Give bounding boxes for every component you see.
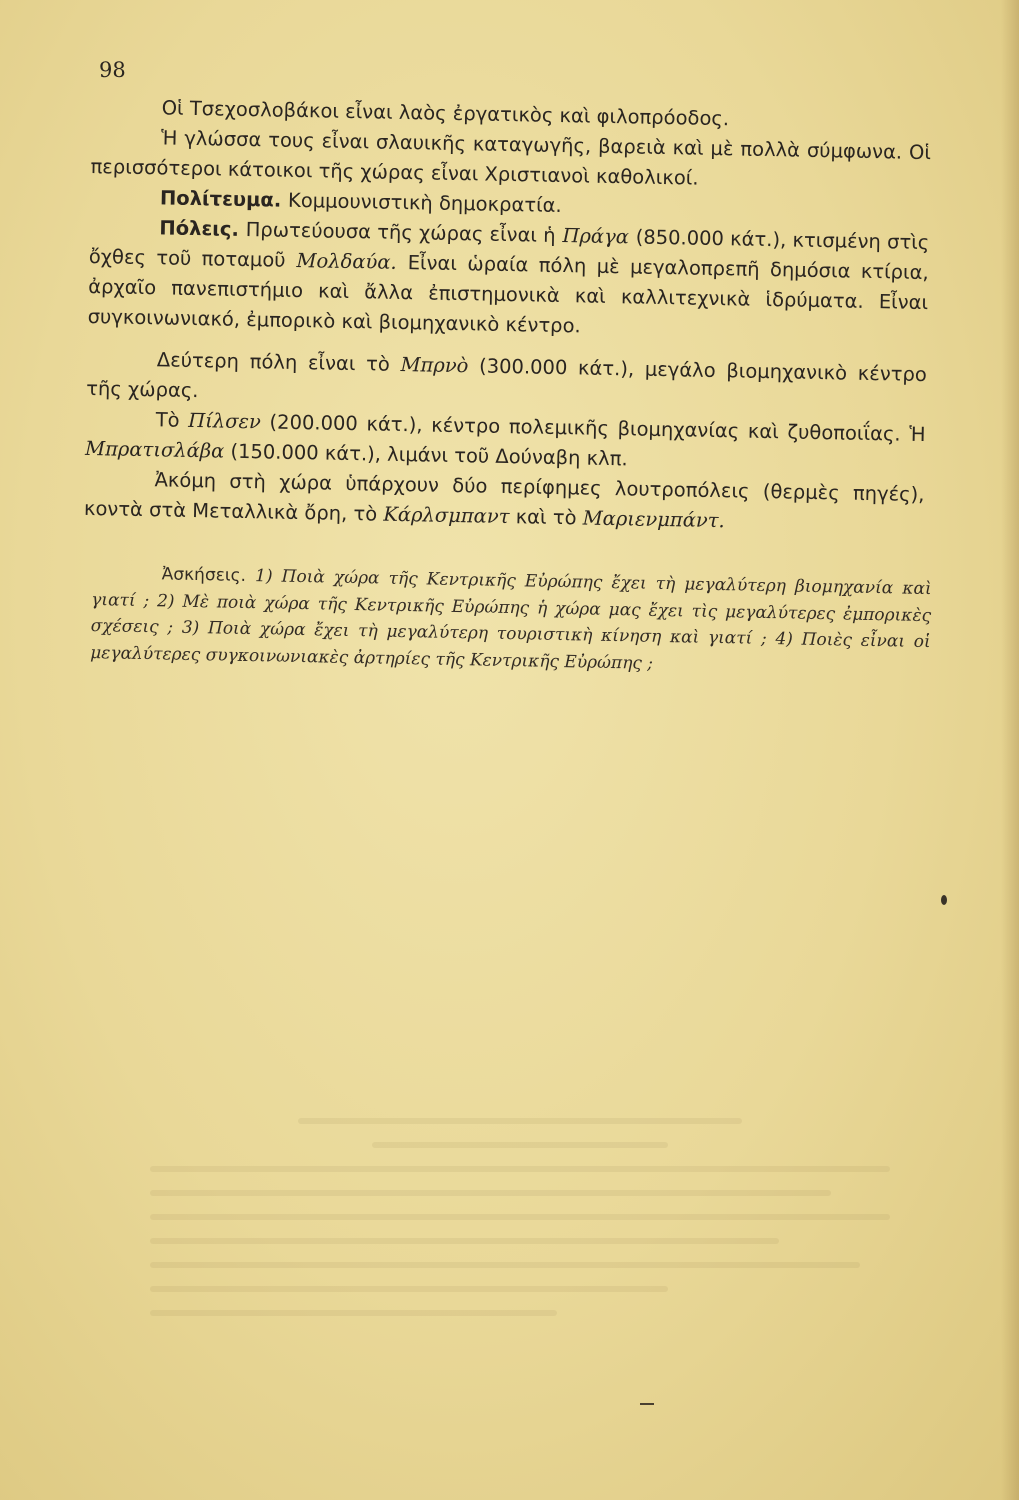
- heading-government: Πολίτευμα.: [159, 186, 282, 212]
- spas-text-1: Ἀκόμη στὴ χώρα ὑπάρχουν δύο περίφημες λουτροπόλεις (θερμὲς πηγές), κοντὰ στὰ Μεταλλικὰ ὄρη, τὸ: [83, 468, 925, 526]
- spas-text-2: καὶ τὸ: [515, 505, 577, 530]
- exercises-paragraph: [90, 560, 932, 682]
- exercises-label: Ἀσκήσεις.: [161, 564, 247, 586]
- city-marienbad: Μαριενμπάντ.: [582, 506, 725, 533]
- cities-text-2: (850.000 κάτ.), κτισμένη στὶς ὄχθες τοῦ ποταμοῦ: [88, 225, 930, 272]
- river-moldau: Μολδαύα.: [296, 248, 397, 274]
- pilsen-text-2: (200.000 κάτ.), κέντρο πολεμικῆς βιομηχανίας καὶ ζυθοποιΐας. Ἡ: [269, 410, 926, 447]
- paragraph-language: Ἡ γλώσσα τους εἶναι σλαυικῆς καταγωγῆς, βαρειὰ καὶ μὲ πολλὰ σύμφωνα. Οἱ περισσότεροι κάτοικοι τῆς χώρας εἶναι Χριστιανοὶ καθολικοί.: [90, 126, 932, 190]
- pilsen-text-1: Τὸ: [155, 408, 180, 432]
- show-through-text: [150, 1100, 890, 1460]
- exercises-text: 1) Ποιὰ χώρα τῆς Κεντρικῆς Εὐρώπης ἔχει τὴ μεγαλύτερη βιομηχανία καὶ γιατί ; 2) Μὲ ποιὰ χώρα τῆς Κεντρικῆς Εὐρώπης ἡ χώρα μας ἔχει τὶς μεγαλύτερες ἐμπορικὲς σχέσεις ; 3) Ποιὰ χώρα ἔχει τὴ μεγαλύτερη τουριστικὴ κίνηση καὶ γιατί ; 4) Ποιὲς εἶναι οἱ μεγαλύτερες συγκοινωνιακὲς ἀρτηρίες τῆς Κεντρικῆς Εὐρώπης ;: [90, 566, 932, 674]
- brno-text-1: Δεύτερη πόλη εἶναι τὸ: [156, 348, 391, 376]
- cities-text-1: Πρωτεύουσα τῆς χώρας εἶναι ἡ: [245, 217, 556, 247]
- city-karlsbad: Κάρλσμπαντ: [383, 502, 510, 529]
- page-number: 98: [99, 58, 126, 82]
- city-prague: Πράγα: [562, 224, 630, 249]
- paragraph-cities: [87, 212, 929, 348]
- ink-speck: [941, 895, 947, 905]
- paragraph-people: Οἱ Τσεχοσλοβάκοι εἶναι λαὸς ἐργατικὸς καὶ φιλοπρόοδος.: [161, 96, 730, 131]
- exercises-block: [90, 560, 932, 682]
- brno-text-2: (300.000 κάτ.), μεγάλο βιομηχανικὸ κέντρο τῆς χώρας.: [86, 354, 927, 403]
- government-text: Κομμουνιστικὴ δημοκρατία.: [287, 188, 562, 218]
- city-bratislava: Μπρατισλάβα: [84, 436, 225, 463]
- heading-cities: Πόλεις.: [159, 216, 240, 241]
- city-brno: Μπρνὸ: [400, 352, 469, 378]
- city-pilsen: Πίλσεν: [188, 408, 262, 434]
- pilsen-text-3: (150.000 κάτ.), λιμάνι τοῦ Δούναβη κλπ.: [230, 439, 628, 471]
- page-edge-shadow: [1001, 0, 1019, 1500]
- cities-text-3: Εἶναι ὡραία πόλη μὲ μεγαλοπρεπῆ δημόσια κτίρια, ἀρχαῖο πανεπιστήμιο καὶ ἄλλα ἐπιστημονικὰ καὶ καλλιτεχνικὰ ἱδρύματα. Εἶναι συγκοινωνιακό, ἐμπορικὸ καὶ βιομηχανικὸ κέντρο.: [87, 251, 929, 338]
- page-dash-mark: [640, 1403, 654, 1405]
- main-text: [84, 92, 932, 540]
